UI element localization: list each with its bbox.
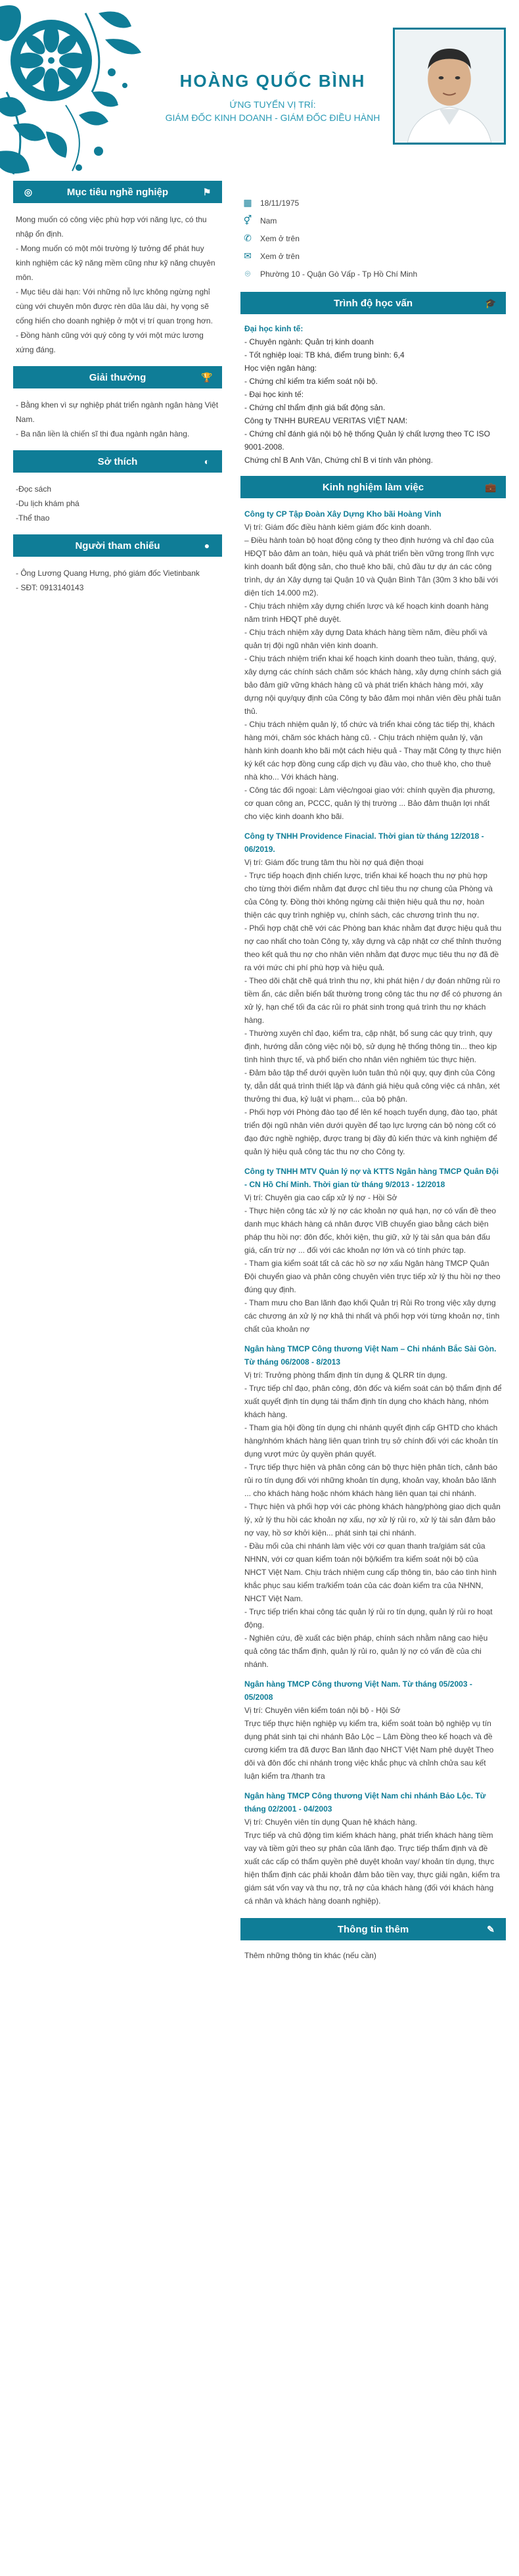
references-title: Người tham chiếu bbox=[75, 540, 160, 551]
experience-item bbox=[244, 1165, 502, 1336]
education-line: - Chứng chỉ đánh giá nội bộ hệ thống Quản lý chất lượng theo TC ISO 9001-2008. bbox=[244, 429, 490, 452]
extra-info-title: Thông tin thêm bbox=[337, 1923, 409, 1935]
avatar bbox=[393, 28, 506, 145]
left-column bbox=[13, 181, 222, 604]
candidate-name: HOÀNG QUỐC BÌNH bbox=[179, 71, 366, 91]
education-line: - Tốt nghiệp loại: TB khá, điểm trung bình: 6,4 bbox=[244, 350, 405, 360]
header bbox=[0, 0, 519, 181]
birthday-value: 18/11/1975 bbox=[260, 198, 300, 208]
email-row bbox=[240, 247, 506, 265]
experience-line: - Chịu trách nhiệm triển khai kế hoạch kinh doanh theo tuần, tháng, quý, xây dựng các chính sách chăm sóc khách hàng, xây dựng chính sách giá bảo đảm giữ vững khách hàng cũ và phát triển khách hàng mới, xây dựng nội quy/quy định của Công ty bảo đảm mọi nhân viên đều phải tuân thủ. bbox=[244, 654, 501, 716]
experience-line: Vị trí: Trưởng phòng thẩm định tín dụng & QLRR tín dụng. bbox=[244, 1370, 447, 1380]
education-line: Học viện ngân hàng: bbox=[244, 363, 317, 373]
briefcase-icon: 💼 bbox=[485, 481, 497, 492]
experience-line: - Chịu trách nhiệm xây dựng Data khách hàng tiềm năm, điều phối và quản trị đội ngũ nhân viên kinh doanh. bbox=[244, 628, 487, 650]
experience-header bbox=[240, 476, 506, 498]
experience-line: Vị trí: Chuyên viên tín dụng Quan hệ khách hàng. bbox=[244, 1817, 417, 1827]
education-header bbox=[240, 292, 506, 314]
objective-header bbox=[13, 181, 222, 203]
education-line: - Chuyên ngành: Quản trị kinh doanh bbox=[244, 337, 374, 346]
graduation-cap-icon: 🎓 bbox=[485, 297, 497, 308]
experience-line: Trực tiếp và chủ động tìm kiếm khách hàng, phát triển khách hàng tiềm vay và tiềm gửi theo sự phân của lãnh đạo. Trực tiếp thẩm định và đề xuất các cấp có thẩm quyền phê duyệt khoản vay/ khoản tín dụng, thực hiện thẩm định các phải khoản đảm bảo tiền vay, thực giải ngân, kiểm tra giám sát vốn vay và thu nợ, trả nợ của khách hàng (đối với khách hàng cá nhân và khách hàng doanh nghiệp). bbox=[244, 1831, 500, 1906]
experience-item bbox=[244, 830, 502, 1158]
awards-body bbox=[13, 388, 222, 450]
experience-line: - Nghiên cứu, đề xuất các biện pháp, chính sách nhằm nâng cao hiệu quả công tác thẩm định, quản lý rủi ro, quản lý nợ có vấn đề của chi nhánh. bbox=[244, 1633, 488, 1669]
person-icon: ● bbox=[204, 540, 210, 551]
experience-line: - Công tác đối ngoại: Làm việc/ngoại giao với: chính quyền địa phương, cơ quan công an, PCCC, quản lý thị trường ... Bảo đảm thuận lợi nhất cho việc kinh doanh kho bãi. bbox=[244, 785, 495, 821]
award-line: - Bằng khen vì sự nghiệp phát triển ngành ngân hàng Việt Nam. bbox=[16, 400, 219, 424]
references-header bbox=[13, 534, 222, 557]
reference-line: - Ông Lương Quang Hưng, phó giám đốc Vietinbank bbox=[16, 569, 200, 578]
target-icon: ◎ bbox=[24, 186, 33, 197]
experience-company: Ngân hàng TMCP Công thương Việt Nam – Chi nhánh Bắc Sài Gòn. Từ tháng 06/2008 - 8/2013 bbox=[244, 1344, 497, 1367]
email-value: Xem ở trên bbox=[260, 251, 300, 261]
gamepad-icon: ◐ bbox=[204, 456, 210, 467]
experience-item bbox=[244, 1677, 502, 1783]
address-value: Phường 10 - Quận Gò Vấp - Tp Hồ Chí Minh bbox=[260, 269, 418, 279]
objective-line: - Mục tiêu dài hạn: Với những nỗ lực không ngừng nghỉ cùng với chuyên môn được rèn dũa lâu dài, hy vọng sẽ cống hiến cho doanh nghiệp ở một vị trí quan trọng hơn. bbox=[16, 287, 213, 325]
education-line: - Chứng chỉ kiểm tra kiểm soát nội bộ. bbox=[244, 377, 378, 386]
objective-title: Mục tiêu nghề nghiệp bbox=[66, 186, 169, 198]
phone-icon: ✆ bbox=[244, 233, 252, 243]
experience-line: - Chịu trách nhiệm quản lý, tổ chức và triển khai công tác tiếp thị, khách hàng mới, chăm sóc khách hàng cũ. - Chịu trách nhiệm quản lý, vận hành kinh doanh kho bãi một cách hiệu quả - Thay mặt Công ty thực hiện ký kết các hợp đồng cung cấp dịch vụ đầu vào, cho thuê kho, cho thuê nhà kho... Với khách hàng. bbox=[244, 720, 501, 782]
education-line: - Chứng chỉ thẩm định giá bất động sản. bbox=[244, 403, 386, 412]
experience-line: - Tham mưu cho Ban lãnh đạo khối Quản trị Rủi Ro trong việc xây dựng các chương án xử lý nợ khả thi nhất và phối hợp với từng khoản nợ, tình chất của khoản nợ bbox=[244, 1298, 500, 1334]
experience-title: Kinh nghiệm làm việc bbox=[322, 481, 424, 493]
experience-line: Vị trí: Chuyên gia cao cấp xử lý nợ - Hồi Sở bbox=[244, 1193, 397, 1202]
experience-company: Công ty TNHH Providence Finacial. Thời gian từ tháng 12/2018 - 06/2019. bbox=[244, 831, 484, 854]
experience-line: - Chịu trách nhiệm xây dựng chiến lược và kế hoạch kinh doanh hàng năm trình HĐQT phê duyệt. bbox=[244, 601, 489, 624]
experience-line: - Thường xuyên chỉ đạo, kiểm tra, cập nhật, bổ sung các quy trình, quy định, hướng dẫn công việc nội bộ, sử dụng hệ thống thông tin... theo kịp tình hình thực tế, và phổ biến cho nhân viên nghiêm túc thực hiện. bbox=[244, 1029, 497, 1064]
experience-line: - Trực tiếp hoạch định chiến lược, triển khai kế hoạch thu nợ phù hợp cho từng thời điểm nhằm đạt được chỉ tiêu thu nợ chung của Phòng và của Công ty. Đồng thời không ngừng cải thiện hiệu quả thu nợ, hoàn thiện các quy trình nghiệp vụ, chính sách, các chương trình thu nợ. bbox=[244, 871, 493, 920]
experience-line: - Trực tiếp thực hiện và phân công cán bộ thực hiện phân tích, cảnh báo rủi ro tín dụng đối với những khoản tín dụng, khoản vay, khoản bảo lãnh ... cho khách hàng hoặc nhóm khách hàng liên quan tại chi nhánh. bbox=[244, 1463, 498, 1498]
phone-value: Xem ở trên bbox=[260, 233, 300, 243]
right-column bbox=[240, 181, 506, 1971]
experience-line: Vị trí: Giám đốc điều hành kiêm giám đốc kinh doanh. bbox=[244, 523, 432, 532]
birthday-row bbox=[240, 194, 506, 212]
content-columns bbox=[0, 181, 519, 2576]
experience-line: - Trực tiếp triển khai công tác quản lý rủi ro tín dụng, quản lý rủi ro hoạt động. bbox=[244, 1607, 493, 1629]
objective-line: - Mong muốn có một môi trường lý tưởng để phát huy kinh nghiệm các kỹ năng mềm cũng như kỹ năng chuyên môn. bbox=[16, 244, 215, 282]
experience-line: - Đảm bảo tập thể dưới quyền luôn tuân thủ nội quy, quy định của Công ty, dẫn dắt quá trình thiết lập và đánh giá hiệu quả công việc cá nhân, xét thưởng thi đua, kỷ luật vi phạm... của bộ phận. bbox=[244, 1068, 500, 1104]
pencil-icon: ✎ bbox=[487, 1923, 495, 1934]
education-line: Chứng chỉ B Anh Văn, Chứng chỉ B vi tính văn phòng. bbox=[244, 456, 433, 465]
hobby-item: -Thể thao bbox=[16, 513, 50, 523]
experience-company: Ngân hàng TMCP Công thương Việt Nam. Từ tháng 05/2003 - 05/2008 bbox=[244, 1679, 472, 1702]
experience-item bbox=[244, 1342, 502, 1671]
education-body bbox=[240, 314, 506, 473]
extra-info-text: Thêm những thông tin khác (nếu cần) bbox=[244, 1951, 376, 1960]
experience-line: - Phối hợp với Phòng đào tạo để lên kế hoạch tuyển dụng, đào tạo, phát triển đội ngũ nhân viên dưới quyền để tạo lực lượng cán bộ nòng cốt có đạo đức nghề nghiệp, được trang bị đầy đủ kiến thức và kinh nghiệm để quản lý hiệu quả công tác thu nợ cho Công ty. bbox=[244, 1108, 497, 1156]
objective-line: Mong muốn có công việc phù hợp với năng lực, có thu nhập ổn định. bbox=[16, 215, 207, 239]
experience-line: Vị trí: Giám đốc trung tâm thu hồi nợ quá điện thoại bbox=[244, 858, 424, 867]
gender-icon: ⚥ bbox=[243, 215, 252, 225]
experience-company: Ngân hàng TMCP Công thương Việt Nam chi nhánh Bảo Lộc. Từ tháng 02/2001 - 04/2003 bbox=[244, 1791, 486, 1814]
experience-body bbox=[240, 498, 506, 1918]
experience-company: Công ty CP Tập Đoàn Xây Dựng Kho bãi Hoàng Vinh bbox=[244, 509, 441, 519]
experience-line: Trực tiếp thực hiện nghiệp vụ kiểm tra, kiểm soát toàn bộ nghiệp vụ tín dụng phát sinh tại chi nhánh Bảo Lộc – Lâm Đồng theo kế hoạch và đề cương kiểm tra đã được Ban lãnh đạo NHCT Việt Nam phê duyệt Theo dõi và đôn đốc chi nhánh trong việc khắc phục và chỉnh chửa sau kết luận kiểm tra /thanh tra bbox=[244, 1719, 494, 1781]
education-title: Trình độ học vấn bbox=[333, 297, 413, 309]
address-row bbox=[240, 265, 506, 283]
gender-value: Nam bbox=[260, 216, 277, 225]
hobbies-body bbox=[13, 473, 222, 534]
personal-info bbox=[240, 181, 506, 283]
hobbies-title: Sở thích bbox=[97, 456, 138, 467]
experience-line: - Tham gia hội đồng tín dụng chi nhánh quyết định cấp GHTD cho khách hàng/nhóm khách hàng liên quan trình trụ sở chính đối với các khoản tín dụng vượt mức ủy quyền phán quyết. bbox=[244, 1423, 498, 1459]
reference-line: - SĐT: 0913140143 bbox=[16, 583, 84, 592]
objective-body bbox=[13, 203, 222, 366]
extra-info-body bbox=[240, 1940, 506, 1971]
awards-header bbox=[13, 366, 222, 388]
experience-line: - Phối hợp chặt chẽ với các Phòng ban khác nhằm đạt được hiệu quả thu nợ cao nhất cho toàn Công ty, xây dựng và cập nhật cơ chế thỉnh thưởng theo kết quả thu nợ cho nhân viên nhằm đạt được mục tiêu thu nợ đã đề ra với mức chi phí phù hợp và hiệu quả. bbox=[244, 924, 502, 972]
gender-row bbox=[240, 212, 506, 229]
floral-decoration bbox=[0, 0, 151, 181]
references-body bbox=[13, 557, 222, 604]
experience-line: - Trực tiếp chỉ đạo, phân công, đôn đốc và kiểm soát cán bộ thẩm định để xuất quyết định tín dụng tái thẩm định tín dụng cho khách hàng, nhóm khách hàng. bbox=[244, 1384, 502, 1419]
education-line: Công ty TNHH BUREAU VERITAS VIỆT NAM: bbox=[244, 416, 408, 425]
email-icon: ✉ bbox=[244, 250, 252, 261]
experience-line: - Thực hiện và phối hợp với các phòng khách hàng/phòng giao dịch quản lý, xử lý thu hồi các khoản nợ xấu, nợ xử lý rủi ro, xử lý tài sản đảm bảo nợ vay, hồ sơ khởi kiện... phát sinh tại chi nhánh. bbox=[244, 1502, 501, 1537]
trophy-icon: 🏆 bbox=[201, 371, 213, 383]
education-line: Đại học kinh tế: bbox=[244, 324, 304, 333]
experience-line: - Tham gia kiểm soát tất cả các hồ sơ nợ xấu Ngân hàng TMCP Quân Đội chuyển giao và phản công chuyên viên trực tiếp xử lý thu hồi nợ theo đúng quy định. bbox=[244, 1259, 501, 1294]
experience-line: Vị trí: Chuyên viên kiểm toán nội bộ - Hội Sở bbox=[244, 1706, 401, 1715]
name-block bbox=[164, 71, 381, 123]
applying-for-label: ỨNG TUYỂN VỊ TRÍ: bbox=[229, 99, 316, 110]
education-line: - Đại học kinh tế: bbox=[244, 390, 304, 399]
experience-company: Công ty TNHH MTV Quản lý nợ và KTTS Ngân hàng TMCP Quân Đội - CN Hồ Chí Minh. Thời gian từ tháng 9/2013 - 12/2018 bbox=[244, 1167, 499, 1189]
target-role: GIÁM ĐỐC KINH DOANH - GIÁM ĐỐC ĐIỀU HÀNH bbox=[165, 112, 380, 123]
hobby-item: -Đọc sách bbox=[16, 484, 52, 494]
experience-item bbox=[244, 507, 502, 823]
hobbies-header bbox=[13, 450, 222, 473]
experience-line: - Theo dõi chặt chẽ quá trình thu nợ, khi phát hiện / dự đoán những rủi ro tiềm ẩn, các diễn biến bất thường trong công tác thu nợ để có phương án xử lý, hạn chế tối đa các rủi ro phát sinh trong quá trình thu nợ khách hàng. bbox=[244, 976, 502, 1025]
location-pin-icon: ⌾ bbox=[244, 268, 251, 279]
objective-line: - Đồng hành cũng với quý công ty với một mức lương xứng đáng. bbox=[16, 331, 204, 354]
calendar-icon: ▦ bbox=[243, 197, 252, 208]
award-line: - Ba năn liền là chiến sĩ thi đua ngành ngân hàng. bbox=[16, 429, 190, 438]
awards-title: Giải thưởng bbox=[89, 371, 147, 383]
phone-row bbox=[240, 229, 506, 247]
flag-icon: ⚑ bbox=[202, 186, 212, 197]
hobby-item: -Du lịch khám phá bbox=[16, 499, 79, 508]
experience-line: - Thực hiện công tác xử lý nợ các khoản nợ quá hạn, nợ có vấn đề theo danh mục khách hàng cá nhân được VIB chuyển giao bằng cách biện pháp thu hồi nợ: đôn đốc, khởi kiện, thu giữ, xử lý tài sản qua bán đấu giá, cấn trừ nợ ... đối với các khoản nợ lớn và có tính phức tạp. bbox=[244, 1206, 497, 1255]
experience-line: - Đầu mối của chi nhánh làm việc với cơ quan thanh tra/giám sát của NHNN, với cơ quan kiểm toán nội bộ/kiểm tra kiểm soát nội bộ của NHCT Việt Nam. Chịu trách nhiệm cung cấp thông tin, báo cáo tình hình khắc phục sau kiểm tra/kiểm toán của các đoàn kiểm tra của NHNN, NHCT Việt Nam. bbox=[244, 1541, 497, 1603]
experience-line: – Điều hành toàn bộ hoạt động công ty theo định hướng và chỉ đạo của HĐQT bảo đảm an toàn, hiệu quả và phát triển bền vững trong lĩnh vực kinh doanh bất động sản, cho thuê kho bãi, chủ đầu tư dự án các công trình, dự án Xây dựng tại Quận 10 và Quận Bình Tân (30m 3 kho bãi với diện tích 14.000 m2). bbox=[244, 536, 498, 597]
extra-info-header bbox=[240, 1918, 506, 1940]
experience-item bbox=[244, 1789, 502, 1908]
